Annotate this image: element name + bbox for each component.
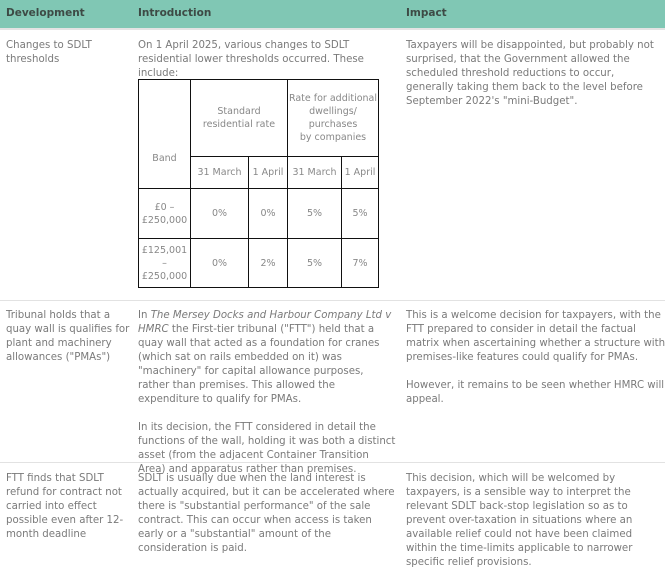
band-cell: £125,001 – £250,000 bbox=[139, 239, 191, 288]
header-introduction: Introduction bbox=[138, 7, 212, 19]
rate-cell: 5% bbox=[288, 189, 342, 239]
additional-rate-header: Rate for additional dwellings/ purchases by companies bbox=[288, 80, 379, 157]
row2-intro-prefix: In bbox=[138, 310, 151, 321]
table-row bbox=[139, 189, 379, 239]
row-divider bbox=[0, 300, 665, 301]
header-development: Development bbox=[6, 7, 85, 19]
row2-intro-rest: the First-tier tribunal ("FTT") held that a quay wall that acted as a foundation for cranes (which sat on rails embedded on it) was "machinery" for capital allowance purposes, rather than premises. This allowed the expenditure to qualify for PMAs. bbox=[138, 324, 380, 405]
row3-development: FTT finds that SDLT refund for contract not carried into effect possible even after 12-month deadline bbox=[6, 473, 124, 540]
date-header-add-31-march: 31 March bbox=[288, 157, 342, 189]
row2-impact bbox=[406, 309, 665, 407]
rate-cell: 5% bbox=[288, 239, 342, 288]
row2-intro-paragraph-1 bbox=[138, 309, 396, 407]
row2-introduction bbox=[138, 309, 396, 477]
rate-cell: 5% bbox=[342, 189, 379, 239]
row1-impact: Taxpayers will be disappointed, but probably not surprised, that the Government allowed the scheduled threshold reductions to occur, generally taking them back to the level before September 2022's "mini-Budget". bbox=[406, 40, 654, 107]
row2-development: Tribunal holds that a quay wall is qualifies for plant and machinery allowances ("PMAs") bbox=[6, 310, 130, 363]
table-row bbox=[139, 239, 379, 288]
date-header-std-31-march: 31 March bbox=[191, 157, 249, 189]
date-header-add-1-april: 1 April bbox=[342, 157, 379, 189]
row1-introduction: On 1 April 2025, various changes to SDLT residential lower thresholds occurred. These include: bbox=[138, 40, 364, 79]
rate-cell: 2% bbox=[249, 239, 288, 288]
band-header: Band bbox=[152, 152, 177, 164]
rate-cell: 0% bbox=[191, 189, 249, 239]
rate-cell: 0% bbox=[191, 239, 249, 288]
row-divider bbox=[0, 462, 665, 463]
row2-intro-paragraph-2: In its decision, the FTT considered in detail the functions of the wall, holding it was both a distinct asset (from the adjacent Container Transition Area) and apparatus rather than premises. bbox=[138, 422, 396, 475]
row1-development: Changes to SDLT thresholds bbox=[6, 40, 92, 65]
row3-introduction: SDLT is usually due when the land interest is actually acquired, but it can be accelerated where there is "substantial performance" of the sale contract. This can occur when access is taken early or a "substantial" amount of the consideration is paid. bbox=[138, 473, 395, 554]
rate-cell: 0% bbox=[249, 189, 288, 239]
sdlt-rates-table bbox=[138, 79, 379, 288]
standard-rate-header: Standard residential rate bbox=[191, 80, 288, 157]
row2-impact-paragraph-1: This is a welcome decision for taxpayers, with the FTT prepared to consider in detail the factual matrix when ascertaining whether a structure with premises-like features could qualify for PMAs. bbox=[406, 310, 665, 363]
table-header bbox=[0, 0, 665, 30]
header-impact: Impact bbox=[406, 7, 447, 19]
band-cell: £0 – £250,000 bbox=[139, 189, 191, 239]
row3-impact: This decision, which will be welcomed by taxpayers, is a sensible way to interpret the relevant SDLT back-stop legislation so as to prevent over-taxation in situations where an available relief could not have been claimed within the time-limits applicable to narrower specific relief provisions. bbox=[406, 473, 633, 568]
date-header-std-1-april: 1 April bbox=[249, 157, 288, 189]
case-name: The Mersey Docks and Harbour Company Ltd v HMRC bbox=[138, 310, 392, 335]
row2-impact-paragraph-2: However, it remains to be seen whether HMRC will appeal. bbox=[406, 380, 665, 405]
band-header-cell bbox=[139, 80, 191, 189]
rate-cell: 7% bbox=[342, 239, 379, 288]
